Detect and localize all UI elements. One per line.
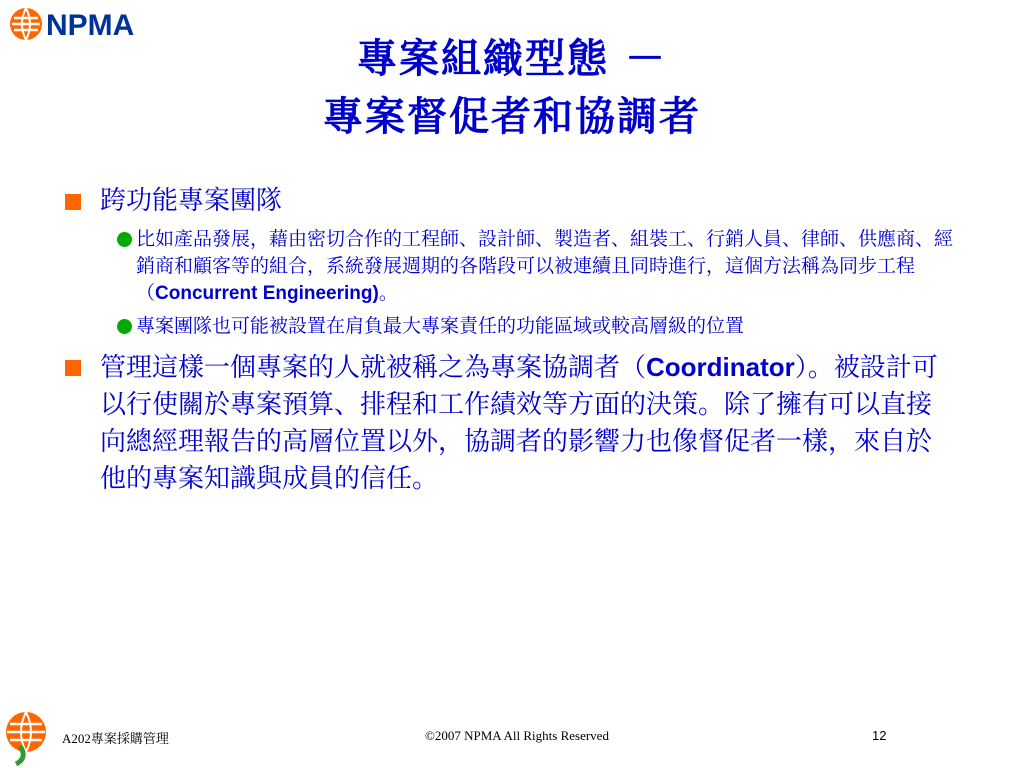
footer-copyright: ©2007 NPMA All Rights Reserved bbox=[425, 728, 609, 743]
sub-bullet-text-end: 。 bbox=[378, 282, 398, 304]
sub-bullet-text: 專案團隊也可能被設置在肩負最大專案責任的功能區域或較高層級的位置 bbox=[136, 315, 745, 337]
square-bullet-icon bbox=[65, 194, 81, 210]
slide-content bbox=[64, 183, 960, 500]
footer-page-number: 12 bbox=[872, 728, 887, 743]
square-bullet-icon bbox=[65, 360, 81, 376]
round-bullet-icon bbox=[117, 319, 132, 334]
footer-course-name: A202專案採購管理 bbox=[62, 731, 169, 746]
sub-bullet-concurrent-engineering bbox=[78, 226, 960, 307]
round-bullet-icon bbox=[117, 232, 132, 247]
title-line-1: 專案組織型態 － bbox=[357, 35, 667, 82]
bullet-text: 管理這樣一個專案的人就被稱之為專案協調者（ bbox=[100, 353, 647, 383]
slide-title bbox=[0, 30, 1024, 146]
footer-logo-icon bbox=[2, 706, 50, 766]
bullet-coordinator bbox=[64, 349, 960, 498]
bullet-text: 跨功能專案團隊 bbox=[100, 186, 283, 216]
title-line-2: 專案督促者和協調者 bbox=[323, 93, 701, 140]
sub-bullet-english-term: Concurrent Engineering) bbox=[155, 283, 379, 304]
bullet-english-term: Coordinator bbox=[646, 352, 795, 382]
bullet-cross-functional-team bbox=[64, 183, 960, 220]
sub-bullet-text: 比如產品發展，藉由密切合作的工程師、設計師、製造者、組裝工、行銷人員、律師、供應商、經銷商和顧客等的組合，系統發展週期的各階段可以被連續且同時進行，這個方法稱為同步工程（ bbox=[136, 228, 954, 304]
npma-logo-text: NPMA bbox=[46, 9, 135, 42]
sub-bullet-team-placement bbox=[78, 313, 960, 340]
bullet-text-end: ）。被設計可以行使關於專案預算、排程和工作績效等方面的決策。除了擁有可以直接向總經理報告的高層位置以外，協調者的影響力也像督促者一樣，來自於他的專案知識與成員的信任。 bbox=[100, 353, 938, 494]
